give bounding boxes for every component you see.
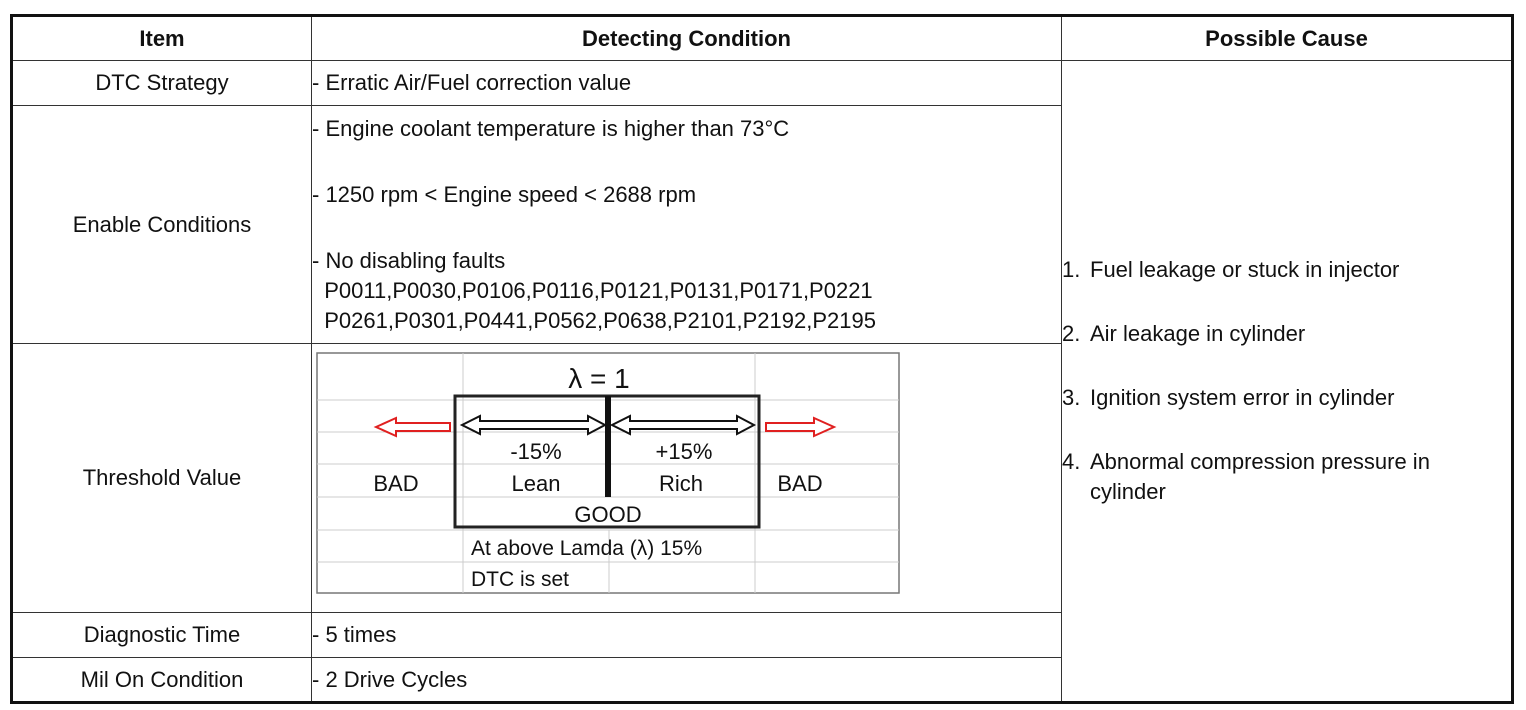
good-label: GOOD — [574, 502, 642, 527]
cause-number: 3. — [1062, 385, 1081, 410]
cause-item — [1062, 319, 1511, 349]
rich-label: Rich — [658, 471, 704, 496]
cause-text: Abnormal compression pressure in cylinder — [1090, 449, 1430, 504]
fault-codes-line: P0261,P0301,P0441,P0562,P0638,P2101,P2192,P2195 — [312, 307, 876, 333]
spec-table — [10, 14, 1514, 704]
diagnostic-time-item: Diagnostic Time — [12, 613, 312, 658]
threshold-value-item: Threshold Value — [12, 344, 312, 613]
threshold-value-condition — [312, 344, 1062, 613]
cause-item — [1062, 447, 1511, 507]
header-condition: Detecting Condition — [312, 16, 1062, 61]
engine-speed-condition: - 1250 rpm < Engine speed < 2688 rpm — [312, 181, 697, 207]
cause-item — [1062, 255, 1511, 285]
fault-codes-line: P0011,P0030,P0106,P0116,P0121,P0131,P0171,P0221 — [312, 277, 873, 303]
disabling-faults-condition: - No disabling faults — [312, 247, 506, 273]
dtc-strategy-condition: - Erratic Air/Fuel correction value — [312, 61, 1062, 106]
enable-conditions-item: Enable Conditions — [12, 106, 312, 344]
lambda-threshold-diagram — [316, 352, 902, 597]
cause-item — [1062, 383, 1511, 413]
lean-label: Lean — [511, 471, 561, 496]
plus-percent-label: +15% — [655, 439, 713, 464]
header-cause: Possible Cause — [1062, 16, 1513, 61]
cause-number: 2. — [1062, 321, 1081, 346]
row-dtc-strategy — [12, 61, 1513, 106]
bad-left-label: BAD — [373, 471, 419, 496]
minus-percent-label: -15% — [510, 439, 562, 464]
coolant-temp-condition: - Engine coolant temperature is higher than 73°C — [312, 115, 790, 141]
bad-right-label: BAD — [777, 471, 823, 496]
header-row — [12, 16, 1513, 61]
mil-on-condition-item: Mil On Condition — [12, 658, 312, 703]
cause-text: Fuel leakage or stuck in injector — [1090, 257, 1400, 282]
cause-text: Ignition system error in cylinder — [1090, 385, 1395, 410]
enable-conditions-condition — [312, 106, 1062, 344]
header-item: Item — [12, 16, 312, 61]
lambda-note: At above Lamda (λ) 15% — [471, 537, 703, 560]
cause-number: 4. — [1062, 449, 1081, 474]
dtc-strategy-item: DTC Strategy — [12, 61, 312, 106]
cause-text: Air leakage in cylinder — [1090, 321, 1306, 346]
possible-cause-cell — [1062, 61, 1513, 703]
mil-on-condition-condition: - 2 Drive Cycles — [312, 658, 1062, 703]
diagnostic-time-condition: - 5 times — [312, 613, 1062, 658]
lambda-label: λ = 1 — [568, 363, 630, 394]
cause-number: 1. — [1062, 257, 1081, 282]
dtc-set-note: DTC is set — [471, 568, 570, 591]
